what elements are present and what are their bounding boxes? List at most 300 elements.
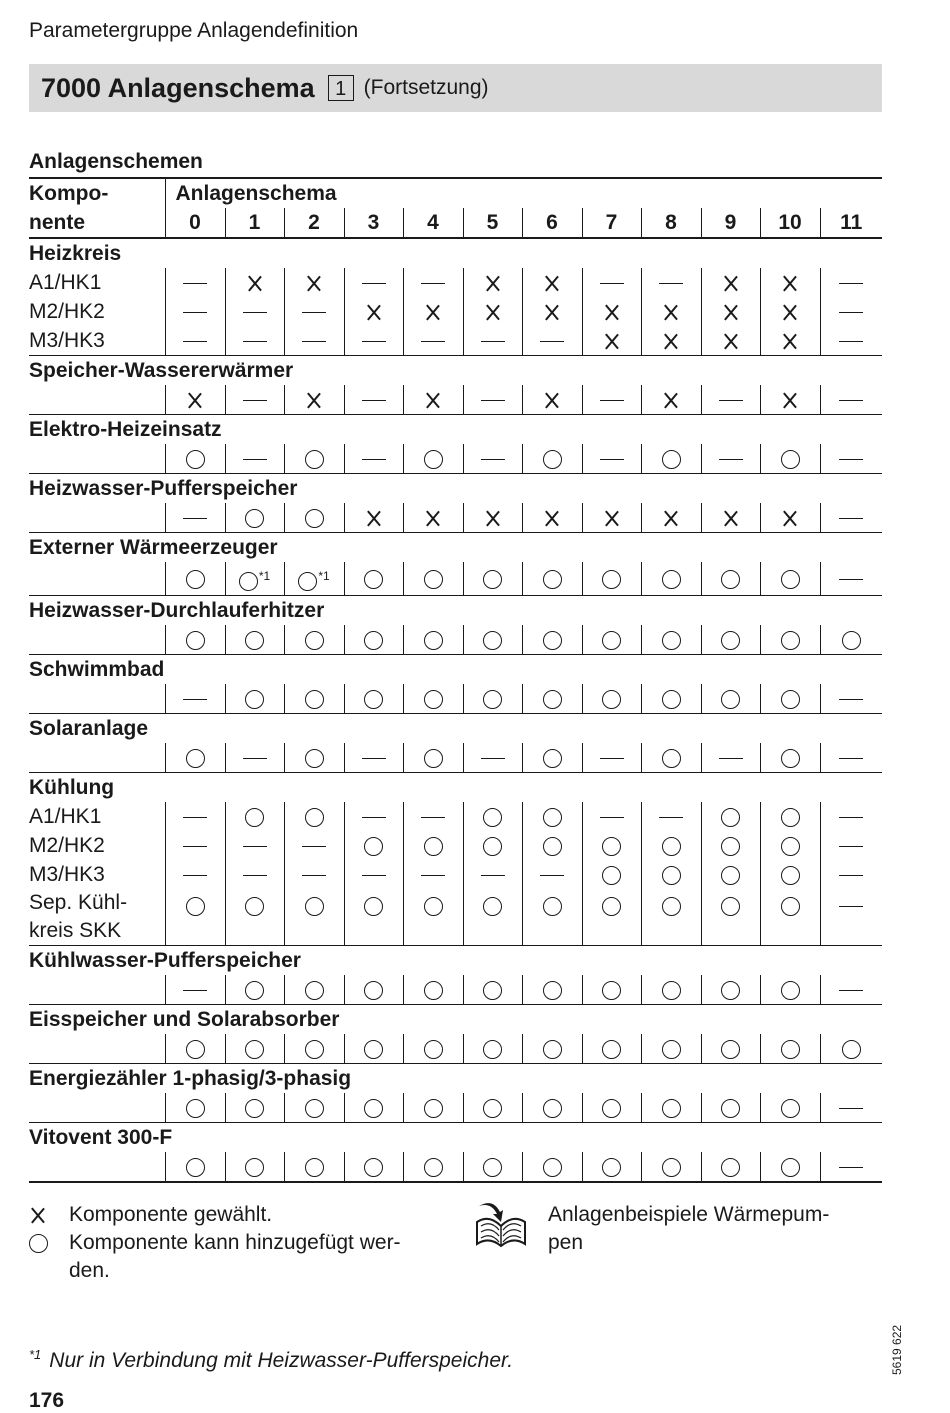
dash-mark-icon [302,846,326,848]
cell-schema-8 [641,975,701,1005]
cell-schema-11 [820,684,882,714]
cell-schema-5 [463,802,522,831]
dash-mark-icon [659,817,683,819]
dash-mark-icon [243,312,267,314]
circle-mark-icon [305,450,324,469]
circle-mark-icon [602,866,621,885]
circle-mark-icon [305,897,324,916]
circle-mark-icon [662,450,681,469]
circle-mark-icon [543,450,562,469]
cell-schema-8 [641,625,701,655]
table-row [29,860,882,889]
cell-schema-1 [225,975,284,1005]
cell-schema-7 [582,975,641,1005]
cell-schema-3 [344,503,403,533]
row-label: A1/HK1 [29,271,102,294]
dash-mark-icon [362,817,386,819]
cell-schema-10 [760,297,820,326]
x-mark-icon [543,303,561,321]
circle-mark-icon [781,808,800,827]
cell-schema-1 [225,297,284,326]
circle-mark-icon [424,981,443,1000]
table-header-row-2 [29,208,882,238]
cell-schema-2 [284,802,344,831]
cell-schema-4 [403,444,463,474]
circle-mark-icon [602,897,621,916]
cell-schema-3 [344,831,403,860]
cell-schema-2 [284,625,344,655]
dash-mark-icon [540,341,564,343]
circle-mark-icon [781,1040,800,1059]
cell-schema-1 [225,860,284,889]
circle-mark-icon [364,631,383,650]
cell-schema-3 [344,684,403,714]
cell-schema-5 [463,1093,522,1123]
cell-schema-4 [403,831,463,860]
footnote-ref: *1 [318,569,330,583]
cell-schema-7 [582,831,641,860]
cell-schema-2 [284,268,344,297]
circle-mark-icon [781,866,800,885]
x-mark-icon [722,332,740,350]
footnote-ref: *1 [258,569,271,583]
group-header-row [29,596,882,626]
dash-mark-icon [302,875,326,877]
cell-schema-4 [403,802,463,831]
x-mark-icon [662,332,680,350]
circle-mark-icon [602,1099,621,1118]
circle-mark-icon [602,631,621,650]
dash-mark-icon [540,875,564,877]
cell-schema-2 [284,385,344,415]
cell-schema-10 [760,268,820,297]
cell-schema-4 [403,975,463,1005]
cell-schema-10 [760,1152,820,1182]
circle-mark-icon [424,690,443,709]
cell-schema-1 [225,831,284,860]
row-label: M3/HK3 [29,329,105,352]
cell-schema-3 [344,385,403,415]
cell-schema-6 [522,297,582,326]
dash-mark-icon [719,459,743,461]
cell-schema-9 [701,1152,760,1182]
circle-mark-icon [245,897,264,916]
circle-mark-icon [245,981,264,1000]
cell-schema-11 [820,1093,882,1123]
cell-schema-4 [403,503,463,533]
title-continuation: (Fortsetzung) [363,76,489,99]
cell-schema-2 [284,1093,344,1123]
dash-mark-icon [243,400,267,402]
cell-schema-5 [463,743,522,773]
reference-text-line1: Anlagenbeispiele Wärmepum- [548,1203,830,1226]
dash-mark-icon [243,846,267,848]
cell-schema-4 [403,385,463,415]
cell-schema-1 [225,444,284,474]
cell-schema-10 [760,326,820,356]
cell-schema-11 [820,385,882,415]
x-mark-icon [424,391,442,409]
title-box-number: 1 [328,75,354,101]
row-label [29,503,165,533]
komponente-header-line2: nente [29,208,165,238]
cell-schema-5 [463,297,522,326]
cell-schema-2 [284,503,344,533]
circle-mark-icon [781,749,800,768]
cell-schema-11 [820,1152,882,1182]
circle-mark-icon [424,450,443,469]
cell-schema-5 [463,975,522,1005]
dash-mark-icon [839,579,863,581]
table-row [29,684,882,714]
circle-mark-icon [364,1158,383,1177]
cell-schema-7 [582,562,641,596]
cell-schema-9 [701,503,760,533]
cell-schema-0 [165,1093,225,1123]
cell-schema-9 [701,562,760,596]
cell-schema-3 [344,268,403,297]
group-title: Kühlwasser-Pufferspeicher [29,946,882,976]
cell-schema-10 [760,802,820,831]
group-title: Externer Wärmeerzeuger [29,533,882,563]
footnote-text: Nur in Verbindung mit Heizwasser-Pufferspeicher. [49,1349,514,1372]
dash-mark-icon [362,758,386,760]
cell-schema-3 [344,1152,403,1182]
dash-mark-icon [481,459,505,461]
cell-schema-5 [463,562,522,596]
footnote [29,1347,513,1373]
cell-schema-3 [344,860,403,889]
cell-schema-10 [760,385,820,415]
cell-schema-11 [820,562,882,596]
cell-schema-0 [165,860,225,889]
circle-mark-icon [721,631,740,650]
dash-mark-icon [839,518,863,520]
cell-schema-0 [165,1152,225,1182]
group-header-row [29,1123,882,1153]
circle-mark-icon [602,981,621,1000]
cell-schema-3 [344,889,403,946]
cell-schema-1 [225,1152,284,1182]
cell-schema-10 [760,684,820,714]
cell-schema-6 [522,831,582,860]
circle-mark-icon [245,690,264,709]
cell-schema-5 [463,1034,522,1064]
circle-mark-icon [424,749,443,768]
group-header-row [29,533,882,563]
circle-mark-icon [483,1040,502,1059]
group-header-row [29,356,882,386]
x-mark-icon [186,391,204,409]
dash-mark-icon [600,283,624,285]
cell-schema-5 [463,444,522,474]
cell-schema-10 [760,562,820,596]
circle-mark-icon [483,837,502,856]
circle-mark-icon [543,570,562,589]
group-title: Kühlung [29,773,882,803]
circle-mark-icon [483,1099,502,1118]
x-mark-icon [246,274,264,292]
cell-schema-9 [701,625,760,655]
cell-schema-11 [820,831,882,860]
circle-mark-icon [424,631,443,650]
x-mark-icon [662,391,680,409]
group-title: Heizwasser-Pufferspeicher [29,474,882,504]
komponente-header-line1: Kompo- [29,178,165,208]
x-mark-icon [603,332,621,350]
cell-schema-11 [820,625,882,655]
cell-schema-9 [701,860,760,889]
cell-schema-7 [582,268,641,297]
circle-mark-icon [483,570,502,589]
cell-schema-4 [403,889,463,946]
cell-schema-3 [344,326,403,356]
circle-mark-icon [29,1234,48,1253]
cell-schema-1 [225,503,284,533]
cell-schema-6 [522,743,582,773]
cell-schema-8 [641,444,701,474]
cell-schema-0 [165,684,225,714]
cell-schema-6 [522,1152,582,1182]
cell-schema-8 [641,860,701,889]
column-number-3: 3 [344,208,403,238]
group-title: Eisspeicher und Solarabsorber [29,1005,882,1035]
circle-mark-icon [364,897,383,916]
x-mark-icon [781,332,799,350]
cell-schema-7 [582,326,641,356]
document-id: 5619 622 [890,1324,904,1375]
cell-schema-3 [344,297,403,326]
cell-schema-9 [701,268,760,297]
cell-schema-10 [760,503,820,533]
circle-mark-icon [186,1040,205,1059]
cell-schema-2 [284,326,344,356]
anlagenschema-header: Anlagenschema [165,178,882,208]
cell-schema-7 [582,889,641,946]
circle-mark-icon [721,866,740,885]
table-row [29,975,882,1005]
circle-mark-icon [245,1099,264,1118]
cell-schema-4 [403,684,463,714]
cell-schema-5 [463,1152,522,1182]
cell-schema-5 [463,831,522,860]
dash-mark-icon [302,341,326,343]
cell-schema-11 [820,1034,882,1064]
circle-mark-icon [239,572,258,591]
x-mark-icon [29,1206,47,1224]
circle-mark-icon [483,897,502,916]
cell-schema-8 [641,802,701,831]
cell-schema-1 [225,385,284,415]
cell-schema-8 [641,1034,701,1064]
cell-schema-10 [760,1034,820,1064]
circle-mark-icon [543,897,562,916]
parameter-group-header: Parametergruppe Anlagendefinition [29,19,359,42]
circle-mark-icon [305,749,324,768]
cell-schema-1 [225,268,284,297]
cell-schema-3 [344,802,403,831]
circle-mark-icon [483,1158,502,1177]
x-mark-icon [484,303,502,321]
circle-mark-icon [781,897,800,916]
cell-schema-6 [522,326,582,356]
cell-schema-8 [641,684,701,714]
circle-mark-icon [364,570,383,589]
circle-mark-icon [602,570,621,589]
circle-mark-icon [662,690,681,709]
dash-mark-icon [183,990,207,992]
x-mark-icon [305,274,323,292]
cell-schema-2 [284,1152,344,1182]
cell-schema-5 [463,326,522,356]
dash-mark-icon [839,875,863,877]
cell-schema-2 [284,684,344,714]
row-label [29,625,165,655]
cell-schema-11 [820,975,882,1005]
dash-mark-icon [839,758,863,760]
column-number-4: 4 [403,208,463,238]
cell-schema-6 [522,503,582,533]
x-mark-icon [722,274,740,292]
column-number-11: 11 [820,208,882,238]
circle-mark-icon [662,749,681,768]
cell-schema-9 [701,385,760,415]
circle-mark-icon [662,570,681,589]
row-label: A1/HK1 [29,805,102,828]
cell-schema-6 [522,268,582,297]
group-header-row [29,415,882,445]
x-mark-icon [484,509,502,527]
circle-mark-icon [305,1099,324,1118]
cell-schema-0 [165,975,225,1005]
cell-schema-11 [820,326,882,356]
x-mark-icon [484,274,502,292]
group-header-row [29,238,882,268]
circle-mark-icon [186,1099,205,1118]
circle-mark-icon [245,808,264,827]
dash-mark-icon [183,312,207,314]
cell-schema-4 [403,860,463,889]
circle-mark-icon [245,1158,264,1177]
dash-mark-icon [243,459,267,461]
cell-schema-4 [403,1152,463,1182]
cell-schema-1 [225,562,284,596]
column-number-6: 6 [522,208,582,238]
circle-mark-icon [781,1099,800,1118]
circle-mark-icon [781,450,800,469]
cell-schema-10 [760,975,820,1005]
cell-schema-5 [463,385,522,415]
cell-schema-0 [165,268,225,297]
group-title: Schwimmbad [29,655,882,685]
cell-schema-11 [820,444,882,474]
cell-schema-8 [641,297,701,326]
reference-text [548,1201,829,1257]
cell-schema-4 [403,326,463,356]
cell-schema-7 [582,625,641,655]
dash-mark-icon [183,518,207,520]
circle-mark-icon [543,1040,562,1059]
circle-mark-icon [721,1040,740,1059]
cell-schema-11 [820,297,882,326]
cell-schema-6 [522,444,582,474]
cell-schema-10 [760,444,820,474]
cell-schema-11 [820,889,882,946]
circle-mark-icon [186,570,205,589]
cell-schema-2 [284,1034,344,1064]
row-label-line1: Sep. Kühl- [29,891,128,914]
circle-mark-icon [543,749,562,768]
cell-schema-3 [344,444,403,474]
circle-mark-icon [781,690,800,709]
cell-schema-7 [582,743,641,773]
circle-mark-icon [424,1158,443,1177]
dash-mark-icon [719,758,743,760]
cell-schema-1 [225,802,284,831]
circle-mark-icon [424,1099,443,1118]
x-mark-icon [365,303,383,321]
dash-mark-icon [362,283,386,285]
cell-schema-4 [403,1093,463,1123]
cell-schema-6 [522,802,582,831]
table-row [29,297,882,326]
circle-mark-icon [305,808,324,827]
cell-schema-2 [284,975,344,1005]
cell-schema-8 [641,1093,701,1123]
cell-schema-0 [165,625,225,655]
x-mark-icon [722,509,740,527]
cell-schema-0 [165,444,225,474]
circle-mark-icon [186,1158,205,1177]
cell-schema-6 [522,889,582,946]
group-title: Heizkreis [29,242,122,265]
row-label-line2: kreis SKK [29,919,122,942]
cell-schema-0 [165,503,225,533]
dash-mark-icon [839,400,863,402]
cell-schema-8 [641,889,701,946]
circle-mark-icon [602,690,621,709]
cell-schema-4 [403,297,463,326]
cell-schema-6 [522,1034,582,1064]
cell-schema-8 [641,743,701,773]
cell-schema-10 [760,1093,820,1123]
circle-mark-icon [602,1040,621,1059]
cell-schema-3 [344,1093,403,1123]
circle-mark-icon [483,690,502,709]
cell-schema-10 [760,860,820,889]
dash-mark-icon [659,283,683,285]
cell-schema-6 [522,684,582,714]
group-title: Energiezähler 1-phasig/3-phasig [29,1064,882,1094]
cell-schema-7 [582,1093,641,1123]
dash-mark-icon [839,1167,863,1169]
row-label [29,444,165,474]
cell-schema-11 [820,268,882,297]
cell-schema-11 [820,802,882,831]
circle-mark-icon [662,837,681,856]
cell-schema-9 [701,297,760,326]
x-mark-icon [543,509,561,527]
circle-mark-icon [662,1099,681,1118]
cell-schema-0 [165,562,225,596]
circle-mark-icon [483,631,502,650]
group-header-row [29,1064,882,1094]
cell-schema-2 [284,562,344,596]
cell-schema-1 [225,1034,284,1064]
x-mark-icon [424,509,442,527]
circle-mark-icon [424,1040,443,1059]
book-reference-icon [473,1200,529,1250]
